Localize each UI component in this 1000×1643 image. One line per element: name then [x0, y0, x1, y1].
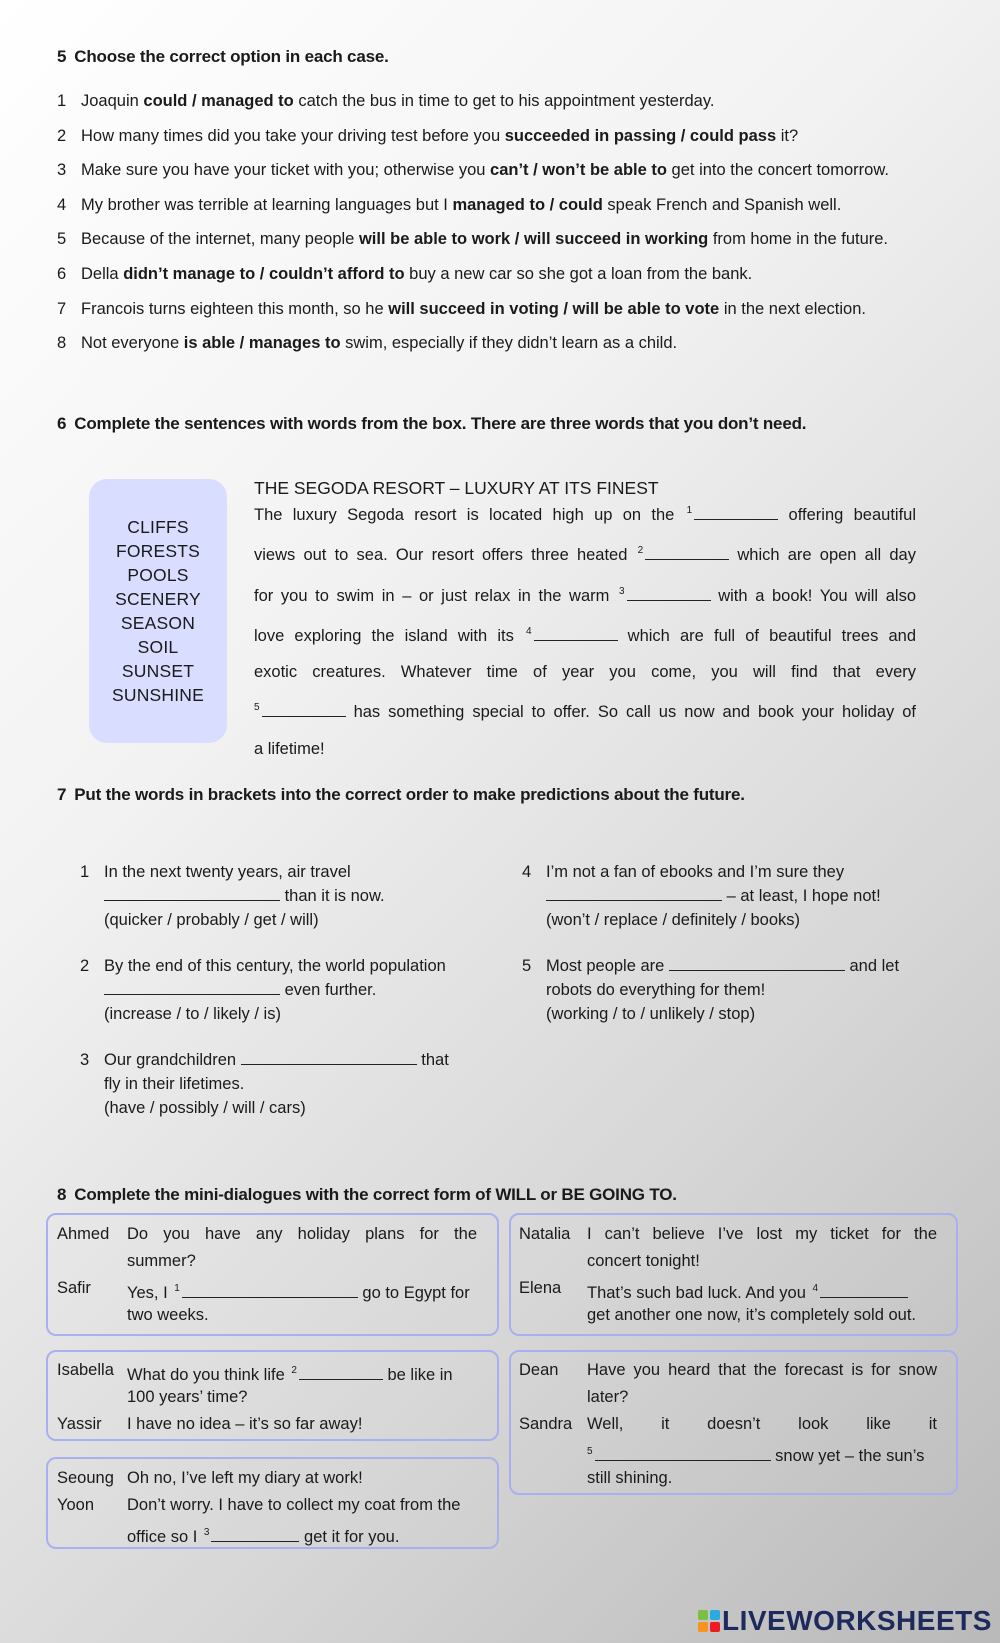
prediction-item: 5 Most people are and let robots do everything for them! (working / to / unlikely / stop)	[522, 957, 900, 1023]
speaker-name: Sandra	[519, 1415, 573, 1433]
gap-blank[interactable]	[546, 886, 722, 901]
gap-blank[interactable]	[299, 1365, 383, 1380]
option-choice[interactable]: will be able to work / will succeed in working	[358, 230, 709, 248]
gap-blank[interactable]	[104, 980, 280, 995]
item-text: in the next election.	[719, 300, 866, 318]
item-number: 5	[57, 230, 67, 248]
gap-blank[interactable]	[211, 1527, 299, 1542]
gap-blank[interactable]	[669, 956, 845, 971]
item-text: Not everyone	[81, 334, 184, 352]
item-number: 1	[57, 92, 67, 110]
resort-line: for you to swim in – or just relax in the warm $^3$ with a book! You will also	[254, 585, 916, 605]
speaker-name: Yassir	[57, 1415, 102, 1433]
option-choice[interactable]: is able / manages to	[183, 334, 341, 352]
item-text: it?	[776, 127, 799, 145]
resort-line: views out to sea. Our resort offers three heated $^2$ which are open all day	[254, 545, 916, 565]
word-box-item: SOIL	[137, 637, 179, 657]
speaker-name: Dean	[519, 1361, 559, 1379]
ex5-number: 5	[57, 47, 67, 66]
item-text: Joaquin	[81, 92, 144, 110]
item-text: from home in the future.	[708, 230, 889, 248]
item-text: speak French and Spanish well.	[602, 196, 842, 214]
gap-blank[interactable]	[645, 545, 729, 560]
word-box	[89, 479, 227, 743]
item-text: get into the concert tomorrow.	[666, 161, 889, 179]
prediction-item: 2 By the end of this century, the world population even further. (increase / to / likely / is)	[80, 957, 446, 1023]
ex5-item	[57, 196, 841, 215]
item-text: swim, especially if they didn’t learn as a child.	[340, 334, 678, 352]
prediction-item: 3 Our grandchildren that fly in their lifetimes. (have / possibly / will / cars)	[80, 1051, 449, 1117]
speaker-name: Isabella	[57, 1361, 114, 1379]
item-text: Because of the internet, many people	[81, 230, 359, 248]
ex6-heading-text: Complete the sentences with words from the box. There are three words that you don’t need.	[74, 414, 807, 433]
ex5-item	[57, 265, 752, 284]
ex5-item	[57, 92, 714, 111]
ex5-item	[57, 334, 677, 353]
word-box-item: SCENERY	[115, 589, 201, 609]
speaker-name: Ahmed	[57, 1225, 110, 1243]
ex5-item	[57, 161, 889, 180]
item-number: 6	[57, 265, 67, 283]
gap-blank[interactable]	[262, 702, 346, 717]
item-text: Francois turns eighteen this month, so he	[81, 300, 389, 318]
item-text: My brother was terrible at learning languages but I	[81, 196, 453, 214]
item-text: catch the bus in time to get to his appointment yesterday.	[293, 92, 715, 110]
resort-line: love exploring the island with its $^4$ which are full of beautiful trees and	[254, 625, 916, 645]
gap-blank[interactable]	[104, 886, 280, 901]
option-choice[interactable]: will succeed in voting / will be able to vote	[388, 300, 720, 318]
logo-text: LIVEWORKSHEETS	[722, 1605, 992, 1636]
gap-blank[interactable]	[694, 505, 778, 520]
item-text: How many times did you take your driving test before you	[81, 127, 505, 145]
item-text: Della	[81, 265, 124, 283]
word-box-item: SEASON	[120, 613, 196, 633]
ex6-heading	[57, 414, 806, 434]
resort-line: a lifetime!	[254, 739, 325, 758]
liveworksheets-logo[interactable]	[698, 1605, 992, 1637]
word-box-item: SUNSET	[121, 661, 195, 681]
option-choice[interactable]: didn’t manage to / couldn’t afford to	[123, 265, 405, 283]
ex8-heading	[57, 1185, 677, 1205]
resort-line: The luxury Segoda resort is located high up on the $^1$ offering beautiful	[254, 505, 916, 524]
ex5-item	[57, 230, 888, 249]
item-number: 3	[57, 161, 67, 179]
word-box-item: POOLS	[127, 565, 189, 585]
speaker-name: Elena	[519, 1279, 562, 1297]
speaker-name: Seoung	[57, 1469, 114, 1487]
option-choice[interactable]: succeeded in passing / could pass	[504, 127, 777, 145]
liveworksheets-logo-icon	[698, 1610, 720, 1632]
item-text: buy a new car so she got a loan from the bank.	[404, 265, 753, 283]
item-number: 4	[57, 196, 67, 214]
item-number: 7	[57, 300, 67, 318]
gap-blank[interactable]	[241, 1050, 417, 1065]
speaker-name: Yoon	[57, 1496, 95, 1514]
word-box-item: FORESTS	[115, 541, 201, 561]
item-text: Make sure you have your ticket with you; otherwise you	[81, 161, 491, 179]
gap-blank[interactable]	[595, 1446, 771, 1461]
gap-blank[interactable]	[534, 626, 618, 641]
ex7-heading-text: Put the words in brackets into the correct order to make predictions about the future.	[74, 785, 745, 804]
word-box-item: CLIFFS	[127, 517, 189, 537]
prediction-item: 1 In the next twenty years, air travel than it is now. (quicker / probably / get / will)	[80, 863, 385, 929]
ex5-heading	[57, 47, 389, 67]
resort-line: $^5$ has something special to offer. So call us now and book your holiday of	[254, 702, 916, 722]
ex5-heading-text: Choose the correct option in each case.	[74, 47, 389, 66]
item-number: 8	[57, 334, 67, 352]
ex7-number: 7	[57, 785, 67, 804]
ex6-number: 6	[57, 414, 67, 433]
speaker-name: Safir	[57, 1279, 91, 1297]
word-box-item: SUNSHINE	[111, 685, 205, 705]
ex5-item	[57, 300, 866, 319]
gap-blank[interactable]	[820, 1283, 908, 1298]
ex5-item	[57, 127, 798, 146]
speaker-name: Natalia	[519, 1225, 571, 1243]
gap-blank[interactable]	[627, 586, 711, 601]
option-choice[interactable]: can’t / won’t be able to	[490, 161, 667, 179]
resort-title: THE SEGODA RESORT – LUXURY AT ITS FINEST	[254, 478, 659, 498]
ex8-number: 8	[57, 1185, 67, 1204]
ex8-heading-text: Complete the mini-dialogues with the correct form of WILL or BE GOING TO.	[74, 1185, 677, 1204]
item-number: 2	[57, 127, 67, 145]
worksheet-page: 5 Choose the correct option in each case. 1 Joaquin could / managed to catch the bus in time to get to his appointment yesterday. 2 How many times did you take your driving test before you succeeded in passing / could pass it? 3 Make sure you have your ticket with you; otherwise you can’t / won’t be able to get into the concert tomorrow. 4 My brother was terrible at learning languages but I managed to / could speak French and Spanish well. 5 Because of the internet, many people will be able to work / will succeed in working from home in the future. 6 Della didn’t manage to / couldn’t afford to buy a new car so she got a loan from the bank. 7 Francois turns eighteen this month, so he will succeed in voting / will be able to vote in the next election. 8 Not everyone is able / manages to swim, especially if they didn’t learn as a child. 6 Complete the sentences with words from the box. There are three words that you don’t need. CLIFFS FORESTS POOLS SCENERY SEASON SOIL SUNSET SUNSHINE THE SEGODA RESORT – LUXURY AT ITS FINEST The luxury Segoda resort is located high up on the $^1$ offering beautiful views out to sea. Our resort offers three heated $^2$ which are open all day for you to swim in – or just relax in the warm $^3$ with a book! You will also love exploring the island with its $^4$ which are full of beautiful trees and exotic creatures. Whatever time of year you come, you will find that every $^5$ has something special to offer. So call us now and book your holiday of a lifetime! 7 Put the words in brackets into the correct order to make predictions about the future. 1 In the next twenty years, air travel than it is now. (quicker / probably / get / will) 2 By the end of this century, the world population even further. (increase / to / likely / is) 3 Our grandchildren that fly in their lifetimes. (have / possibly / will / cars) 4 I’m not a fan of ebooks and I’m sure they – at least, I hope not! (won’t / replace / definitely / books) 5 Most people are and let robots do everything for them! (working / to / unlikely / stop) 8 Complete the mini-dialogues with the correct form of WILL or BE GOING TO. Ahmed Do you have any holiday plans for the summer? Safir Yes, I $^1$ go to Egypt for two weeks. Isabella What do you think life $^2$ be like in 100 years’ time? Yassir I have no idea – it’s so far away! Seoung Oh no, I’ve left my diary at work! Yoon Don’t worry. I have to collect my coat from the office so I $^3$ get it for you. Natalia I can’t believe I’ve lost my ticket for the concert tonight! Elena That’s such bad luck. And you $^4$ get another one now, it’s completely sold out. Dean Have you heard that the forecast is for snow later? Sandra Well, it doesn’t look like it $^5$ snow yet – the sun’s still shining. LIVEWORKSHEETS	[0, 0, 1000, 1643]
prediction-item: 4 I’m not a fan of ebooks and I’m sure they – at least, I hope not! (won’t / replace / definitely / books)	[522, 863, 881, 929]
option-choice[interactable]: could / managed to	[143, 92, 294, 110]
resort-text	[254, 478, 916, 767]
option-choice[interactable]: managed to / could	[452, 196, 603, 214]
ex7-heading	[57, 785, 745, 805]
resort-line: exotic creatures. Whatever time of year you come, you will find that every	[254, 663, 916, 682]
gap-blank[interactable]	[182, 1283, 358, 1298]
